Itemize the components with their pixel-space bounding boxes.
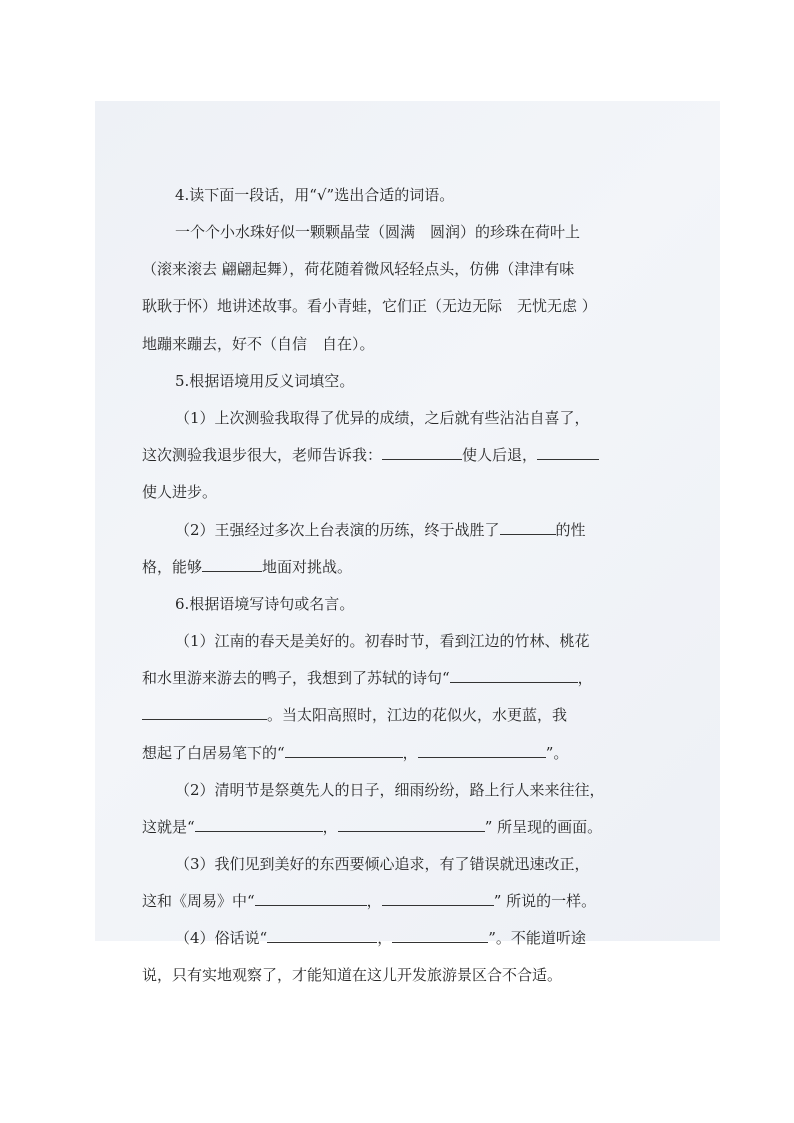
answer-blank[interactable]	[382, 891, 494, 906]
q6-s2-line-1: （2）清明节是祭奠先人的日子，细雨纷纷，路上行人来来往往，	[175, 781, 605, 799]
q5-s2-line-1: （2）王强经过多次上台表演的历练，终于战胜了 的性	[175, 521, 586, 539]
answer-blank[interactable]	[382, 445, 462, 460]
q4-line-3: 耿耿于怀）地讲述故事。看小青蛙，它们正（无边无际 无忧无虑 ）	[142, 297, 597, 315]
q6-s3-line-1: （3）我们见到美好的东西要倾心追求，有了错误就迅速改正，	[175, 855, 590, 873]
answer-blank[interactable]	[195, 817, 323, 832]
q6-s2-line-2: 这就是“ ， ” 所呈现的画面。	[142, 818, 603, 836]
q6-s1-line-1: （1）江南的春天是美好的。初春时节，看到江边的竹林、桃花	[175, 632, 590, 650]
answer-blank[interactable]	[285, 743, 403, 758]
answer-blank[interactable]	[392, 928, 488, 943]
answer-blank[interactable]	[142, 705, 267, 720]
answer-blank[interactable]	[537, 445, 599, 460]
answer-blank[interactable]	[267, 928, 377, 943]
answer-blank[interactable]	[338, 817, 485, 832]
q4-line-2: （滚来滚去 翩翩起舞），荷花随着微风轻轻点头，仿佛（津津有味	[142, 260, 575, 278]
answer-blank[interactable]	[500, 520, 556, 535]
answer-blank[interactable]	[418, 743, 546, 758]
q5-s1-line-2: 这次测验我退步很大，老师告诉我： 使人后退，	[142, 445, 599, 465]
q6-s4-line-1: （4）俗话说“ ， ”。不能道听途	[175, 929, 586, 947]
q5-s1-line-3: 使人进步。	[142, 483, 218, 501]
q6-s3-line-2: 这和《周易》中“ ， ” 所说的一样。	[142, 892, 597, 910]
answer-blank[interactable]	[450, 668, 578, 683]
q5-s1-line-1: （1）上次测验我取得了优异的成绩，之后就有些沾沾自喜了，	[175, 409, 590, 427]
q4-line-1: 一个个小水珠好似一颗颗晶莹（圆满 圆润）的珍珠在荷叶上	[175, 223, 581, 241]
q6-s1-line-4: 想起了白居易笔下的“ ， ”。	[142, 744, 569, 762]
q6-s1-line-2: 和水里游来游去的鸭子，我想到了苏轼的诗句“ ，	[142, 669, 593, 687]
answer-blank[interactable]	[255, 891, 367, 906]
q5-title: 5.根据语境用反义词填空。	[175, 372, 355, 390]
q5-s2-line-2: 格，能够 地面对挑战。	[142, 558, 353, 576]
q6-s4-line-2: 说，只有实地观察了，才能知道在这儿开发旅游景区合不合适。	[142, 966, 563, 984]
scanned-worksheet	[95, 101, 720, 984]
answer-blank[interactable]	[202, 557, 262, 572]
q4-line-4: 地蹦来蹦去，好不（自信 自在）。	[142, 335, 375, 353]
q6-s1-line-3: 。当太阳高照时，江边的花似火，水更蓝，我	[142, 705, 567, 725]
q4-title: 4.读下面一段话，用“√”选出合适的词语。	[175, 186, 455, 204]
q6-title: 6.根据语境写诗句或名言。	[175, 595, 355, 613]
